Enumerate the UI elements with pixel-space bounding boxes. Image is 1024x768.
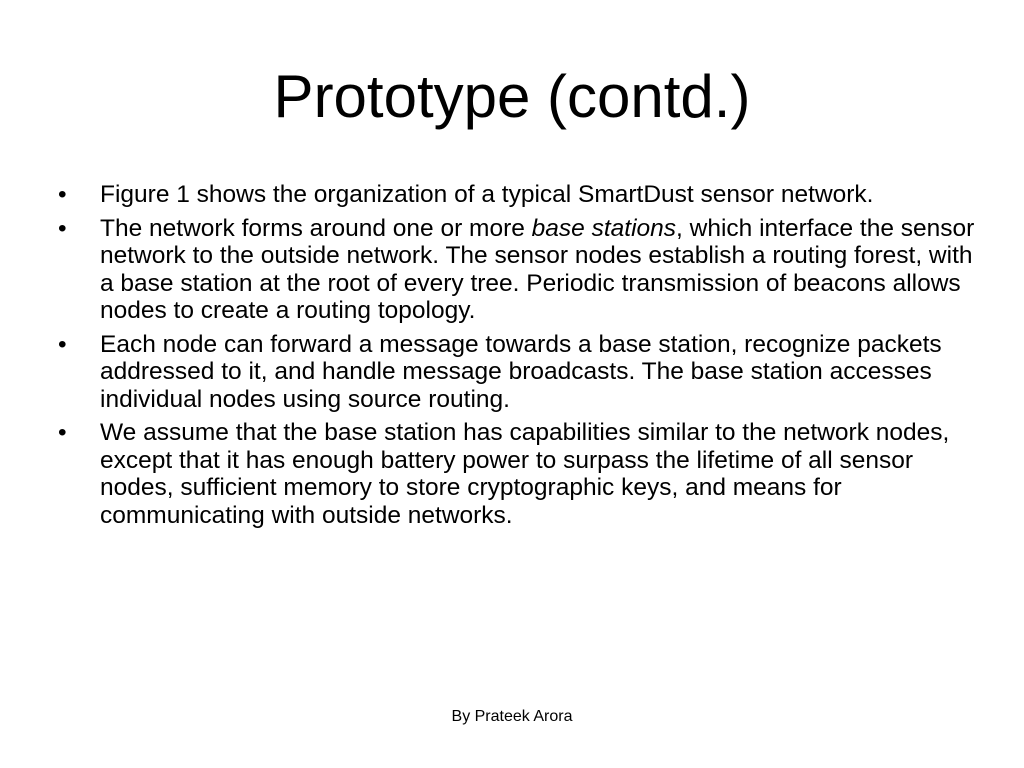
bullet-text: We assume that the base station has capabilities similar to the network nodes, except that it has enough battery power to surpass the lifetime of all sensor nodes, sufficient memory to store cryptographic keys, and means for communicating with outside networks.: [100, 419, 950, 529]
bullet-list: [58, 181, 978, 535]
bullet-dot-icon: •: [58, 419, 67, 446]
bullet-dot-icon: •: [58, 330, 67, 358]
bullet-text: Figure 1 shows the organization of a typical SmartDust sensor network.: [100, 181, 874, 208]
footer-author: By Prateek Arora: [451, 708, 573, 725]
bullet-emphasis: base stations: [531, 214, 677, 242]
bullet-item-4: [58, 419, 978, 529]
bullet-text-part: , which interface the sensor network to the outside network. The sensor nodes establish a routing forest, with a base station at the root of every tree. Periodic transmission of beacons allows nodes to create a routing topology.: [100, 214, 975, 324]
bullet-dot-icon: •: [58, 181, 67, 208]
slide-title: Prototype (contd.): [273, 63, 751, 130]
bullet-dot-icon: •: [58, 214, 67, 242]
bullet-text: Each node can forward a message towards a base station, recognize packets addressed to it, and handle message broadcasts. The base station accesses individual nodes using source routing.: [100, 330, 942, 413]
bullet-item-1: [58, 181, 978, 209]
bullet-item-3: [58, 331, 978, 414]
bullet-item-2: [58, 215, 978, 325]
bullet-text-part: The network forms around one or more: [100, 214, 532, 242]
